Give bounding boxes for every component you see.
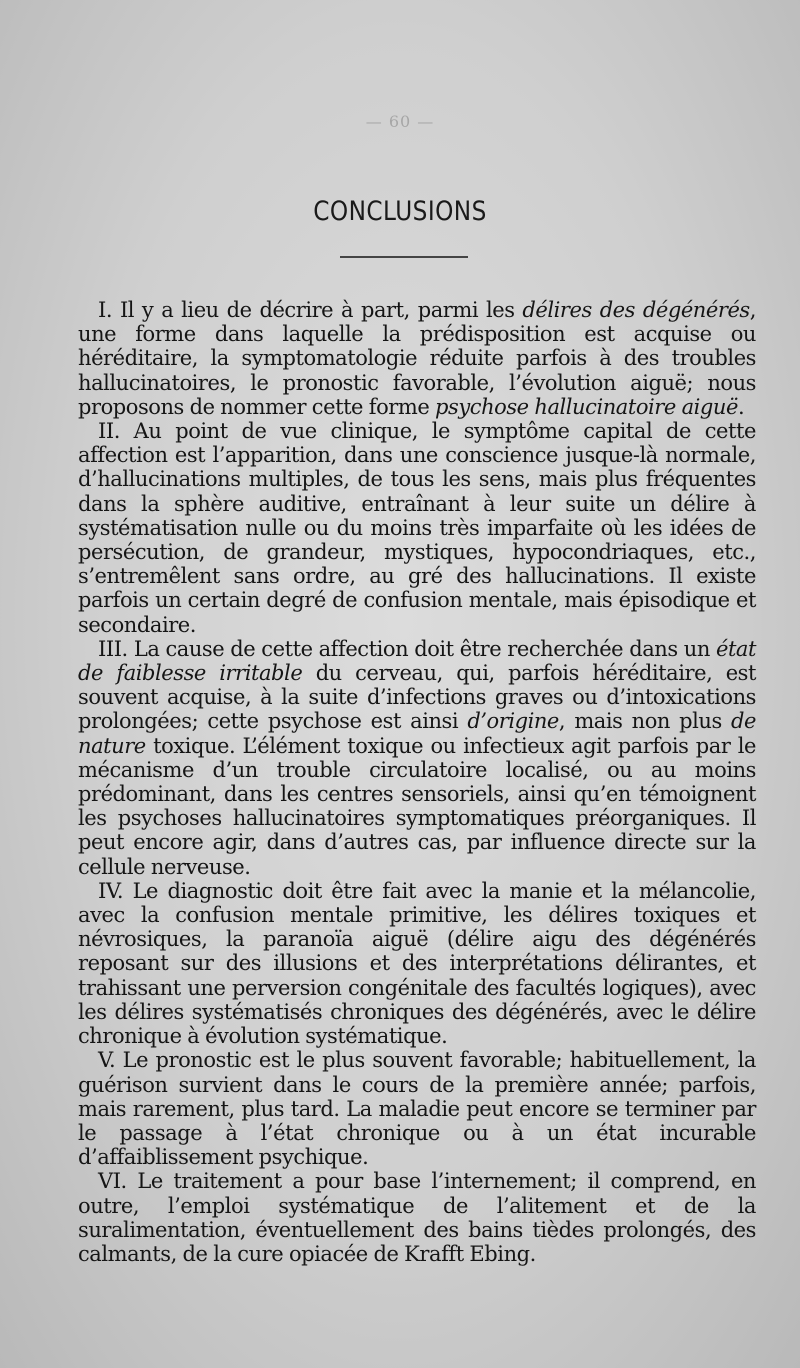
page-title: CONCLUSIONS	[313, 196, 487, 227]
conclusion-paragraph	[78, 637, 756, 879]
conclusion-paragraph	[78, 879, 756, 1048]
italic-term: psychose hallucinatoire aiguë	[435, 394, 738, 419]
paragraph-text: V. Le pronostic est le plus souvent favorable; habituellement, la guérison survient dans le cours de la première année; parfois, mais rarement, plus tard. La maladie peut encore se terminer par le passage à l’état chronique ou à un état incurable d’affaiblissement psychique.	[78, 1048, 756, 1170]
conclusion-paragraph	[78, 298, 756, 419]
paragraph-text: du cerveau, qui, parfois héréditaire, est souvent acquise, à la suite d’infections graves ou d’intoxications prolongées; cette psychose est ainsi	[78, 661, 756, 734]
paragraph-text: toxique. L’élément toxique ou infectieux agit parfois par le mécanisme d’un trouble circulatoire localisé, ou au moins prédominant, dans les centres sensoriels, ainsi qu’en témoignent les psychoses hallucinatoires symptomatiques préorganiques. Il peut encore agir, dans d’autres cas, par influence directe sur la cellule nerveuse.	[78, 733, 756, 879]
paragraph-text: I. Il y a lieu de décrire à part, parmi les	[98, 298, 523, 322]
paragraph-text: VI. Le traitement a pour base l’internement; il comprend, en outre, l’emploi systématique de l’alitement et de la suralimentation, éventuellement des bains tièdes prolongés, des calmants, de la cure opiacée de Krafft Ebing.	[78, 1169, 756, 1266]
title-divider	[340, 256, 468, 258]
conclusion-paragraph	[78, 1048, 756, 1169]
conclusion-paragraph	[78, 419, 756, 637]
paragraph-text: .	[737, 394, 745, 419]
italic-term: d’origine	[467, 709, 559, 734]
paragraph-text: IV. Le diagnostic doit être fait avec la manie et la mélancolie, avec la confusion mentale primitive, les délires toxiques et névrosiques, la paranoïa aiguë (délire aigu des dégénérés reposant sur des illusions et des interprétations délirantes, et trahissant une perversion congénitale des facultés logiques), avec les délires systématisés chroniques des dégénérés, avec le délire chronique à évolution systématique.	[78, 878, 756, 1049]
conclusions-body	[78, 298, 756, 1266]
italic-term: délires des dégénérés	[522, 298, 750, 322]
italic-term: état de faiblesse irritable	[78, 636, 756, 686]
paragraph-text: III. La cause de cette affection doit être recherchée dans un	[98, 636, 716, 661]
conclusion-paragraph	[78, 1169, 756, 1266]
italic-term: de nature	[78, 709, 757, 758]
paragraph-text: II. Au point de vue clinique, le symptôme capital de cette affection est l’apparition, dans une conscience jusque-là normale, d’hallucinations multiples, de tous les sens, mais plus fréquentes dans la sphère auditive, entraînant à leur suite un délire à systématisation nulle ou du moins très imparfaite où les idées de persécution, de grandeur, mystiques, hypocondriaques, etc., s’entremêlent sans ordre, au gré des hallucinations. Il existe parfois un certain degré de confusion mentale, mais épisodique et secondaire.	[78, 419, 756, 637]
page-number: — 60 —	[365, 112, 435, 131]
paragraph-text: , mais non plus	[558, 709, 732, 734]
paragraph-text: , une forme dans laquelle la prédisposition est acquise ou héréditaire, la symptomatologie réduite parfois à des troubles hallucinatoires, le pronostic favorable, l’évolution aiguë; nous proposons de nommer cette forme	[78, 298, 756, 419]
